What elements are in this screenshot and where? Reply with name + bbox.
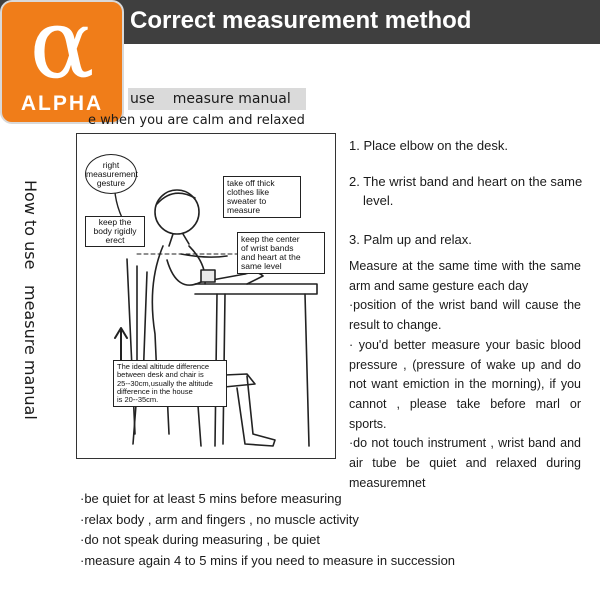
- callout-center-line2: of wrist bands: [241, 243, 294, 253]
- description-paragraph: ·position of the wrist band will cause the result to change.: [349, 298, 581, 333]
- step-text: The wrist band and heart on the same level.: [363, 174, 583, 208]
- bottom-notes-list: [80, 489, 455, 571]
- callout-gesture-line1: right: [102, 160, 120, 170]
- callout-clothes-line3: sweater to: [227, 196, 267, 206]
- description-paragraph: ·do not touch instrument , wrist band and air tube be quiet and relaxed during measuremnet: [349, 436, 581, 490]
- callout-gesture: [85, 154, 137, 194]
- step-number: 3.: [349, 232, 360, 247]
- callout-body-line2: body rigidly: [93, 226, 137, 236]
- callout-gesture-line3: gesture: [96, 178, 126, 188]
- note-item: ·relax body , arm and fingers , no muscle activity: [80, 511, 359, 527]
- page-title: Correct measurement method: [130, 7, 472, 34]
- callout-altitude: [113, 360, 227, 407]
- side-title-part1: How to use: [21, 180, 40, 270]
- callout-center-line4: same level: [241, 261, 282, 271]
- callout-altitude-line1: The ideal altitude difference: [117, 362, 210, 371]
- callout-gesture-line2: measurement: [86, 169, 138, 179]
- step-item: [349, 172, 589, 210]
- subtitle-banner: [128, 88, 306, 110]
- step-text: Palm up and relax.: [363, 232, 472, 247]
- callout-body-line1: keep the: [98, 217, 132, 227]
- callout-center-line1: keep the center: [241, 234, 300, 244]
- alpha-logo-glyph: α: [29, 0, 95, 100]
- callout-altitude-line4: difference in the house: [117, 386, 193, 396]
- note-item: ·measure again 4 to 5 mins if you need to measure in succession: [80, 552, 456, 568]
- callout-altitude-line3: 25--30cm,usually the altitude: [117, 378, 213, 388]
- description-paragraph: · you'd better measure your basic blood pressure , (pressure of wake up and do not want emiction in the morning), if you cannot , please take before marl or sports.: [349, 337, 581, 431]
- description-paragraph: Measure at the same time with the same arm and same gesture each day: [349, 259, 581, 293]
- step-text: Place elbow on the desk.: [363, 138, 509, 153]
- callout-center-line3: and heart at the: [241, 252, 301, 262]
- step-number: 1.: [349, 138, 360, 153]
- note-item: ·do not speak during measuring , be quiet: [80, 532, 320, 547]
- side-title-part2: measure manual: [21, 285, 40, 421]
- callout-body: [85, 216, 145, 247]
- alpha-logo: [0, 0, 124, 124]
- subtitle-word-use: use: [130, 91, 155, 107]
- callout-body-line3: erect: [105, 235, 125, 245]
- step-item: [349, 136, 589, 155]
- side-title: [10, 180, 40, 450]
- step-number: 2.: [349, 174, 360, 189]
- callout-clothes-line1: take off thick: [227, 178, 275, 188]
- description-block: [349, 257, 581, 493]
- callout-clothes: [223, 176, 301, 218]
- callout-clothes-line4: measure: [227, 205, 261, 215]
- subtitle-word-manual: measure manual: [172, 91, 291, 107]
- alpha-logo-text: ALPHA: [20, 92, 104, 115]
- callout-center: [237, 232, 325, 274]
- step-item: [349, 230, 589, 249]
- callout-clothes-line2: clothes like: [227, 187, 270, 197]
- posture-illustration: [76, 133, 336, 459]
- note-item: ·be quiet for at least 5 mins before measuring: [80, 491, 342, 506]
- callout-altitude-line2: between desk and chair is: [117, 370, 204, 380]
- callout-altitude-line5: is 20--35cm.: [117, 395, 159, 405]
- subtitle-line: e when you are calm and relaxed: [88, 113, 305, 128]
